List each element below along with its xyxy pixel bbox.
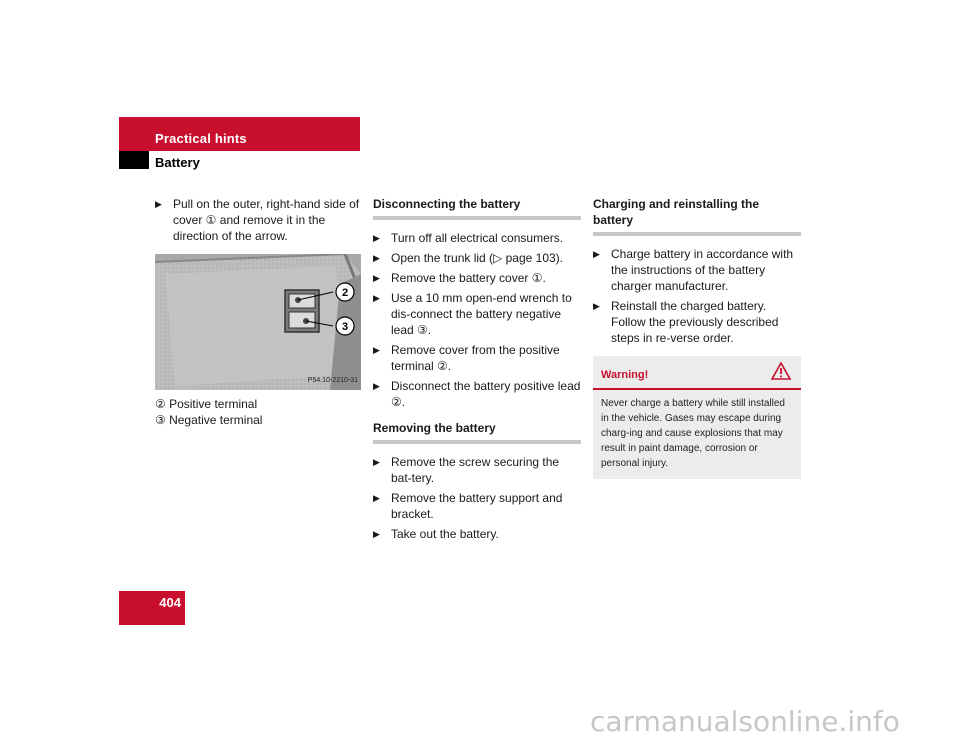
subsection-title: Battery: [155, 155, 200, 170]
warning-text: Never charge a battery while still installed in the vehicle. Gases may escape during charg-ing and cause explosions that may result in paint damage, corrosion or personal injury.: [601, 398, 785, 469]
warning-triangle-icon: [771, 362, 791, 384]
step-text: Remove the screw securing the bat-tery.: [391, 455, 560, 485]
list-item: [373, 342, 581, 374]
bullet-arrow-icon: ▶: [373, 233, 380, 243]
bullet-arrow-icon: ▶: [593, 301, 600, 311]
list-item: [373, 250, 581, 266]
bullet-arrow-icon: ▶: [155, 199, 162, 209]
watermark: carmanualsonline.info: [590, 705, 900, 738]
legend-negative-terminal: ③ Negative terminal: [155, 413, 263, 427]
section-title: Practical hints: [155, 131, 247, 146]
list-item: [155, 196, 361, 244]
bullet-arrow-icon: ▶: [373, 493, 380, 503]
warning-box: [593, 356, 801, 479]
callout-2-label: 2: [341, 287, 349, 299]
warning-header: [593, 356, 801, 390]
legend-positive-terminal: ② Positive terminal: [155, 397, 258, 411]
list-item: [373, 526, 581, 542]
column-left: [155, 196, 361, 428]
bullet-arrow-icon: ▶: [373, 345, 380, 355]
bullet-arrow-icon: ▶: [373, 381, 380, 391]
list-item: [373, 454, 581, 486]
step-text: Remove cover from the positive terminal ②.: [391, 343, 560, 373]
callout-3-label: 3: [341, 321, 349, 333]
page-number: 404: [159, 595, 181, 610]
list-item: [593, 298, 801, 346]
list-item: [373, 270, 581, 286]
bullet-arrow-icon: ▶: [373, 457, 380, 467]
step-text: Open the trunk lid (▷ page 103).: [391, 251, 563, 265]
charging-heading: Charging and reinstalling the battery: [593, 196, 801, 236]
battery-compartment-illustration: [155, 254, 361, 390]
battery-figure: [155, 254, 361, 390]
bullet-arrow-icon: ▶: [373, 273, 380, 283]
step-text: Remove the battery support and bracket.: [391, 491, 563, 521]
removing-heading: Removing the battery: [373, 420, 581, 444]
step-text: Use a 10 mm open-end wrench to dis-connect the battery negative lead ③.: [391, 291, 572, 337]
step-text: Pull on the outer, right-hand side of cover ① and remove it in the direction of the arrow.: [173, 197, 360, 243]
step-text: Turn off all electrical consumers.: [391, 231, 564, 245]
column-right: [593, 196, 801, 479]
figure-legend: [155, 396, 361, 428]
step-text: Remove the battery cover ①.: [391, 271, 546, 285]
bullet-arrow-icon: ▶: [373, 529, 380, 539]
step-text: Disconnect the battery positive lead ②.: [391, 379, 581, 409]
list-item: [373, 490, 581, 522]
bullet-arrow-icon: ▶: [373, 253, 380, 263]
column-middle: [373, 196, 581, 546]
bullet-arrow-icon: ▶: [593, 249, 600, 259]
disconnecting-heading: Disconnecting the battery: [373, 196, 581, 220]
step-text: Reinstall the charged battery. Follow the previously described steps in re-verse order.: [611, 299, 779, 345]
header-marker: [119, 151, 149, 169]
list-item: [593, 246, 801, 294]
warning-title: Warning!: [601, 369, 649, 381]
step-text: Charge battery in accordance with the instructions of the battery charger manufacturer.: [611, 247, 794, 293]
figure-code: P54.10-2210-31: [307, 377, 358, 384]
step-text: Take out the battery.: [391, 527, 499, 541]
bullet-arrow-icon: ▶: [373, 293, 380, 303]
list-item: [373, 378, 581, 410]
list-item: [373, 290, 581, 338]
list-item: [373, 230, 581, 246]
